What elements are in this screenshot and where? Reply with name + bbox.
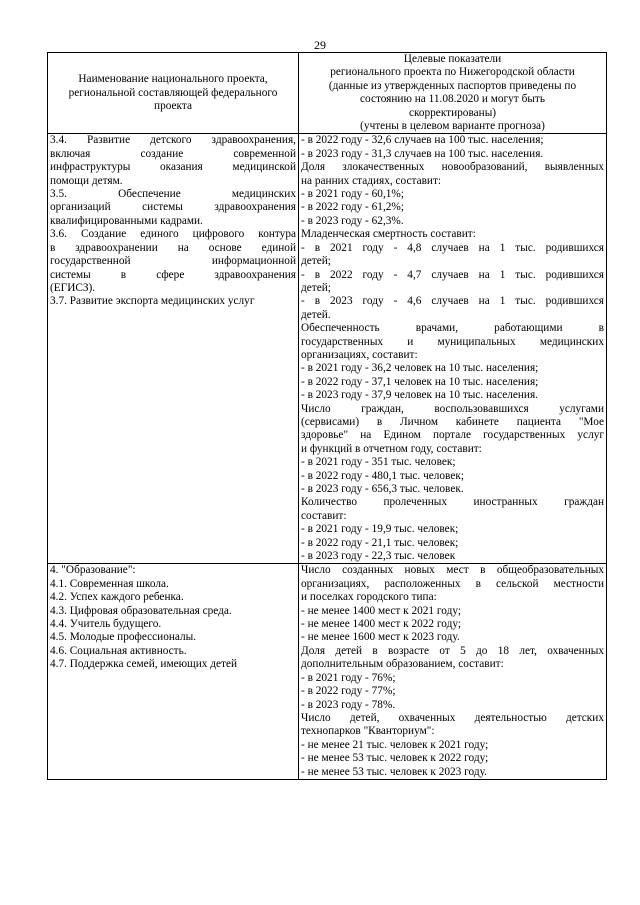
text-line: - в 2022 году - 77%; xyxy=(301,685,396,698)
text-line: организациях, составит: xyxy=(301,348,418,361)
text-line: - в 2023 году - 4,6 случаев на 1 тыс. родившихся xyxy=(301,295,604,308)
text-line: - в 2021 году - 76%; xyxy=(301,671,396,684)
text-line: детей. xyxy=(301,308,331,321)
text-line: - в 2023 году - 22,3 тыс. человек xyxy=(301,550,456,563)
indicators-healthcare xyxy=(299,134,607,564)
text-line: - в 2022 году - 4,7 случаев на 1 тыс. родившихся xyxy=(301,268,604,281)
header-col2-line: регионального проекта по Нижегородской области xyxy=(330,66,575,79)
text-line: составит: xyxy=(301,509,347,522)
text-line: - не менее 1600 мест к 2023 году. xyxy=(301,631,460,644)
text-line: - не менее 53 тыс. человек к 2022 году; xyxy=(301,752,489,765)
text-line: и поселках городского типа: xyxy=(301,591,437,604)
text-line: - в 2023 году - 31,3 случаев на 100 тыс. населения. xyxy=(301,147,544,160)
text-line: и функций в отчетном году, составит: xyxy=(301,442,482,455)
text-line: - не менее 1400 мест к 2022 году; xyxy=(301,618,461,631)
header-col2-line: скорректированы) xyxy=(408,106,497,119)
text-line: включая создание современной xyxy=(50,147,296,160)
text-line: квалифицированными кадрами. xyxy=(50,214,203,227)
header-col1-line: Наименование национального проекта, xyxy=(78,73,268,86)
text-line: системы в сфере здравоохранения xyxy=(50,268,296,281)
text-line: Младенческая смертность составит: xyxy=(301,228,476,241)
header-col2-line: состоянию на 11.08.2020 и могут быть xyxy=(360,93,545,106)
text-line: - в 2021 году - 36,2 человек на 10 тыс. населения; xyxy=(301,362,539,375)
header-target-indicators xyxy=(299,53,607,134)
text-line: - в 2021 году - 4,8 случаев на 1 тыс. родившихся xyxy=(301,241,604,254)
header-col2-line: Целевые показатели xyxy=(403,53,502,65)
text-line: Доля злокачественных новообразований, выявленных xyxy=(301,161,604,174)
text-line: - не менее 1400 мест к 2021 году; xyxy=(301,604,461,617)
text-line: - в 2023 году - 62,3%. xyxy=(301,214,404,227)
text-line: 4. "Образование": xyxy=(50,564,136,577)
text-line: 4.1. Современная школа. xyxy=(50,577,169,590)
text-line: - в 2022 году - 21,1 тыс. человек; xyxy=(301,536,459,549)
text-line: - не менее 21 тыс. человек к 2021 году; xyxy=(301,738,489,751)
table-row-healthcare xyxy=(48,134,607,564)
text-line: 4.2. Успех каждого ребенка. xyxy=(50,591,184,604)
header-col1-line: региональной составляющей федерального xyxy=(68,86,278,99)
text-line: - в 2023 году - 37,9 человек на 10 тыс. населения. xyxy=(301,389,538,402)
text-line: Обеспеченность врачами, работающими в xyxy=(301,322,604,335)
text-line: в здравоохранении на основе единой xyxy=(50,241,296,254)
table-header-row xyxy=(48,53,607,134)
header-col1-line: проекта xyxy=(154,99,192,112)
text-line: - в 2023 году - 656,3 тыс. человек. xyxy=(301,483,464,495)
text-line: (ЕГИСЗ). xyxy=(50,281,96,294)
text-line: Доля детей в возрасте от 5 до 18 лет, охваченных xyxy=(301,644,604,657)
text-line: организаций системы здравоохранения xyxy=(50,201,296,214)
text-line: 4.7. Поддержка семей, имеющих детей xyxy=(50,658,238,671)
page-number: 29 xyxy=(314,38,326,52)
text-line: детей; xyxy=(301,255,331,268)
text-line: Число созданных новых мест в общеобразовательных xyxy=(301,564,604,577)
table-row-education xyxy=(48,564,607,780)
project-list-healthcare xyxy=(48,134,299,564)
text-line: помощи детям. xyxy=(50,174,123,187)
text-line: детей; xyxy=(301,281,331,294)
targets-table xyxy=(47,52,607,780)
text-line: - в 2022 году - 480,1 тыс. человек; xyxy=(301,469,464,482)
text-line: государственной информационной xyxy=(50,255,296,268)
text-line: (сервисами) в Личном кабинете пациента "Мое xyxy=(301,415,604,428)
text-line: Количество пролеченных иностранных граждан xyxy=(301,496,604,509)
header-col2-line: (учтены в целевом варианте прогноза) xyxy=(360,120,545,133)
text-line: инфраструктуры оказания медицинской xyxy=(50,161,296,174)
text-line: - не менее 53 тыс. человек к 2023 году. xyxy=(301,765,487,778)
text-line: - в 2022 году - 61,2%; xyxy=(301,201,404,214)
text-line: 4.4. Учитель будущего. xyxy=(50,618,162,631)
text-line: 3.4. Развитие детского здравоохранения, xyxy=(50,134,296,147)
text-line: 4.5. Молодые профессионалы. xyxy=(50,631,197,644)
text-line: Число детей, охваченных деятельностью детских xyxy=(301,711,604,724)
text-line: 3.6. Создание единого цифрового контура xyxy=(50,228,296,241)
text-line: - в 2022 году - 37,1 человек на 10 тыс. населения; xyxy=(301,375,539,388)
text-line: - в 2021 году - 19,9 тыс. человек; xyxy=(301,523,459,536)
text-line: организациях, расположенных в сельской местности xyxy=(301,577,604,590)
text-line: дополнительным образованием, составит: xyxy=(301,658,504,671)
text-line: 4.6. Социальная активность. xyxy=(50,644,187,657)
header-project-name xyxy=(48,53,299,134)
indicators-education xyxy=(299,564,607,780)
text-line: на ранних стадиях, составит: xyxy=(301,174,442,187)
text-line: 4.3. Цифровая образовательная среда. xyxy=(50,604,232,617)
text-line: Число граждан, воспользовавшихся услугами xyxy=(301,402,604,415)
header-col2-line: (данные из утвержденных паспортов приведены по xyxy=(328,79,577,92)
project-list-education xyxy=(48,564,299,780)
text-line: 3.5. Обеспечение медицинских xyxy=(50,188,296,201)
text-line: - в 2023 году - 78%. xyxy=(301,698,396,711)
text-line: технопарков "Кванториум": xyxy=(301,725,435,738)
text-line: государственных и муниципальных медицинских xyxy=(301,335,604,348)
text-line: здоровье" на Едином портале государственных услуг xyxy=(301,429,604,442)
text-line: - в 2021 году - 351 тыс. человек; xyxy=(301,456,456,469)
text-line: - в 2022 году - 32,6 случаев на 100 тыс. населения; xyxy=(301,134,544,147)
text-line: 3.7. Развитие экспорта медицинских услуг xyxy=(50,295,255,308)
text-line: - в 2021 году - 60,1%; xyxy=(301,188,404,201)
